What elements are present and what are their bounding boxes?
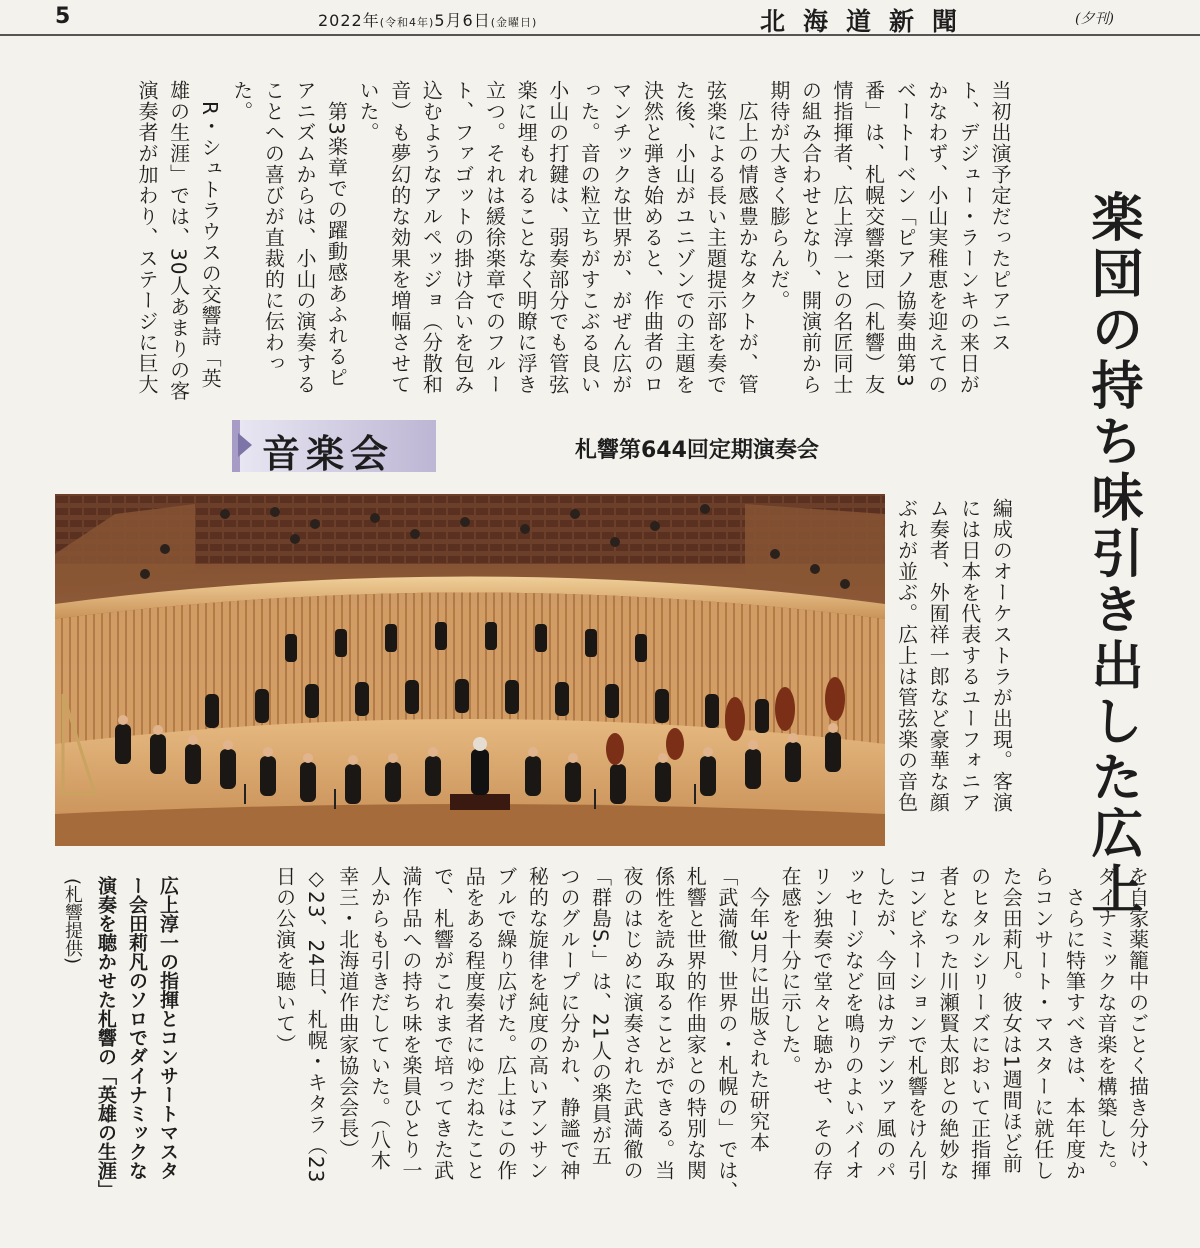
text-column: ◇23、24日、札幌・キタラ（23 <box>304 866 329 1184</box>
text-column: った。音の粒立ちがすこぶる良い <box>577 80 602 395</box>
text-column: 「群島S.」は、21人の楽員が五 <box>588 866 613 1167</box>
text-column: 情指揮者、広上淳一との名匠同士 <box>830 80 855 395</box>
text-column: 今年3月に出版された研究本 <box>746 866 771 1153</box>
article-body-upper <box>130 80 1015 410</box>
text-column: 第3楽章での躍動感あふれるピ <box>324 80 349 388</box>
text-column: 在感を十分に示した。 <box>778 866 803 1076</box>
text-column: た会田莉凡。彼女は1週間ほど前 <box>999 866 1024 1174</box>
text-column: ム奏者、外囿祥一郎など豪華な顔 <box>926 498 951 813</box>
text-column: ベートーベン「ピアノ協奏曲第3 <box>893 80 918 388</box>
text-column: 広上の情感豊かなタクトが、管 <box>735 80 760 395</box>
text-column: つのグループに分かれ、静謐で神 <box>556 866 581 1181</box>
text-column: た。 <box>229 80 254 122</box>
text-column: アニズムからは、小山の演奏する <box>292 80 317 395</box>
text-column: 広上淳一の指揮とコンサートマスタ <box>157 876 179 1180</box>
text-column: かなわず、小山実稚恵を迎えての <box>924 80 949 395</box>
article-body-lower <box>268 866 1153 1216</box>
text-column: ぶれが並ぶ。広上は管弦楽の音色 <box>894 498 919 813</box>
text-column: 秘的な旋律を純度の高いアンサン <box>525 866 550 1181</box>
text-column: 演奏者が加わり、ステージに巨大 <box>134 80 159 395</box>
text-column: 楽に埋もれることなく明瞭に浮き <box>514 80 539 395</box>
text-column: には日本を代表するユーフォニア <box>957 498 982 813</box>
text-column: 当初出演予定だったピアニス <box>988 80 1012 353</box>
text-column: 小山の打鍵は、弱奏部分でも管弦 <box>545 80 570 395</box>
text-column: らコンサート・マスターに就任し <box>1030 866 1055 1181</box>
text-column: コンビネーションで札響をけん引 <box>904 866 929 1181</box>
text-column: したが、今回はカデンツァ風のパ <box>872 866 897 1181</box>
text-column: 幸三・北海道作曲家協会会長） <box>335 866 360 1160</box>
text-column: 係性を読み取ることができる。当 <box>651 866 676 1181</box>
text-column: で、札響がこれまで培ってきた武 <box>430 866 455 1181</box>
text-column: の組み合わせとなり、開演前から <box>798 80 823 395</box>
text-column: リン独奏で堂々と聴かせ、その存 <box>809 866 834 1181</box>
text-column: ことへの喜びが直裁的に伝わっ <box>261 80 286 374</box>
section-label: 音楽会 <box>262 432 395 476</box>
page-number: 5 <box>55 4 71 29</box>
text-column: ト、デジュー・ラーンキの来日が <box>956 80 981 395</box>
date-weekday: (金曜日) <box>490 16 538 29</box>
text-column: 人からも引きだしていた。（八木 <box>367 866 392 1171</box>
date-era: (令和4年) <box>379 16 435 29</box>
text-column: 決然と弾き始めると、作曲者のロ <box>640 80 665 395</box>
text-column: 品をある程度奏者にゆだねたこと <box>462 866 487 1181</box>
text-column: 夜のはじめに演奏された武満徹の <box>620 866 645 1181</box>
text-column: 立つ。それは緩徐楽章でのフルー <box>482 80 507 395</box>
text-column: 雄の生涯」では、30人あまりの客 <box>166 80 191 402</box>
date-month-day: 5月6日 <box>434 11 491 30</box>
text-column: ー会田莉凡のソロでダイナミックな <box>126 876 148 1180</box>
concert-title: 札響第644回定期演奏会 <box>575 438 819 463</box>
text-column: 音）も夢幻的な効果を増幅させて <box>387 80 412 395</box>
page-header <box>0 0 1200 36</box>
text-column: ト、ファゴットの掛け合いを包み <box>450 80 475 395</box>
text-column: さらに特筆すべきは、本年度か <box>1062 866 1087 1181</box>
text-column: 込むようなアルペッジョ（分散和 <box>419 80 444 395</box>
text-column: ッセージなどを鳴りのよいバイオ <box>841 866 866 1181</box>
text-column: 「武満徹、世界の・札幌の」では、 <box>714 866 739 1202</box>
text-column: 札響と世界的作曲家との特別な関 <box>683 866 708 1181</box>
photo-caption <box>90 876 183 1199</box>
photo-credit: (札響提供) <box>62 878 83 965</box>
orchestra-photo <box>55 494 885 846</box>
text-column: 者となった川瀬賢太郎との絶妙な <box>936 866 961 1181</box>
text-column: 編成のオーケストラが出現。客演 <box>989 498 1014 813</box>
text-column: R・シュトラウスの交響詩「英 <box>198 80 223 389</box>
text-column: 演奏を聴かせた札響の「英雄の生涯」 <box>95 876 117 1199</box>
date-year: 2022年 <box>318 11 380 30</box>
text-column: いた。 <box>356 80 381 143</box>
article-headline: 楽団の持ち味引き出した広上 <box>1082 190 1142 918</box>
text-column: 弦楽による長い主題提示部を奏で <box>703 80 728 395</box>
newspaper-masthead: 北海道新聞 <box>760 7 976 36</box>
text-column: 期待が大きく膨らんだ。 <box>766 80 791 311</box>
text-column: ダイナミックな音楽を構築した。 <box>1094 866 1119 1181</box>
text-column: マンチックな世界が、がぜん広が <box>608 80 633 395</box>
text-column: のヒタルシリーズにおいて正指揮 <box>967 866 992 1181</box>
edition-label: (夕刊) <box>1075 11 1114 27</box>
article-body-right <box>890 498 1016 838</box>
text-column: 番」は、札幌交響楽団（札響）友 <box>861 80 886 395</box>
text-column: ブルで繰り広げた。広上はこの作 <box>493 866 518 1181</box>
text-column: た後、小山がユニゾンでの主題を <box>672 80 697 395</box>
triangle-icon <box>238 433 252 457</box>
orchestra-photo-illustration <box>55 494 885 846</box>
text-column: 日の公演を聴いて） <box>272 866 297 1055</box>
text-column: を自家薬籠中のごとく描き分け、 <box>1125 866 1150 1181</box>
issue-date <box>318 8 537 31</box>
text-column: 満作品への持ち味を楽員ひとり一 <box>398 866 423 1181</box>
